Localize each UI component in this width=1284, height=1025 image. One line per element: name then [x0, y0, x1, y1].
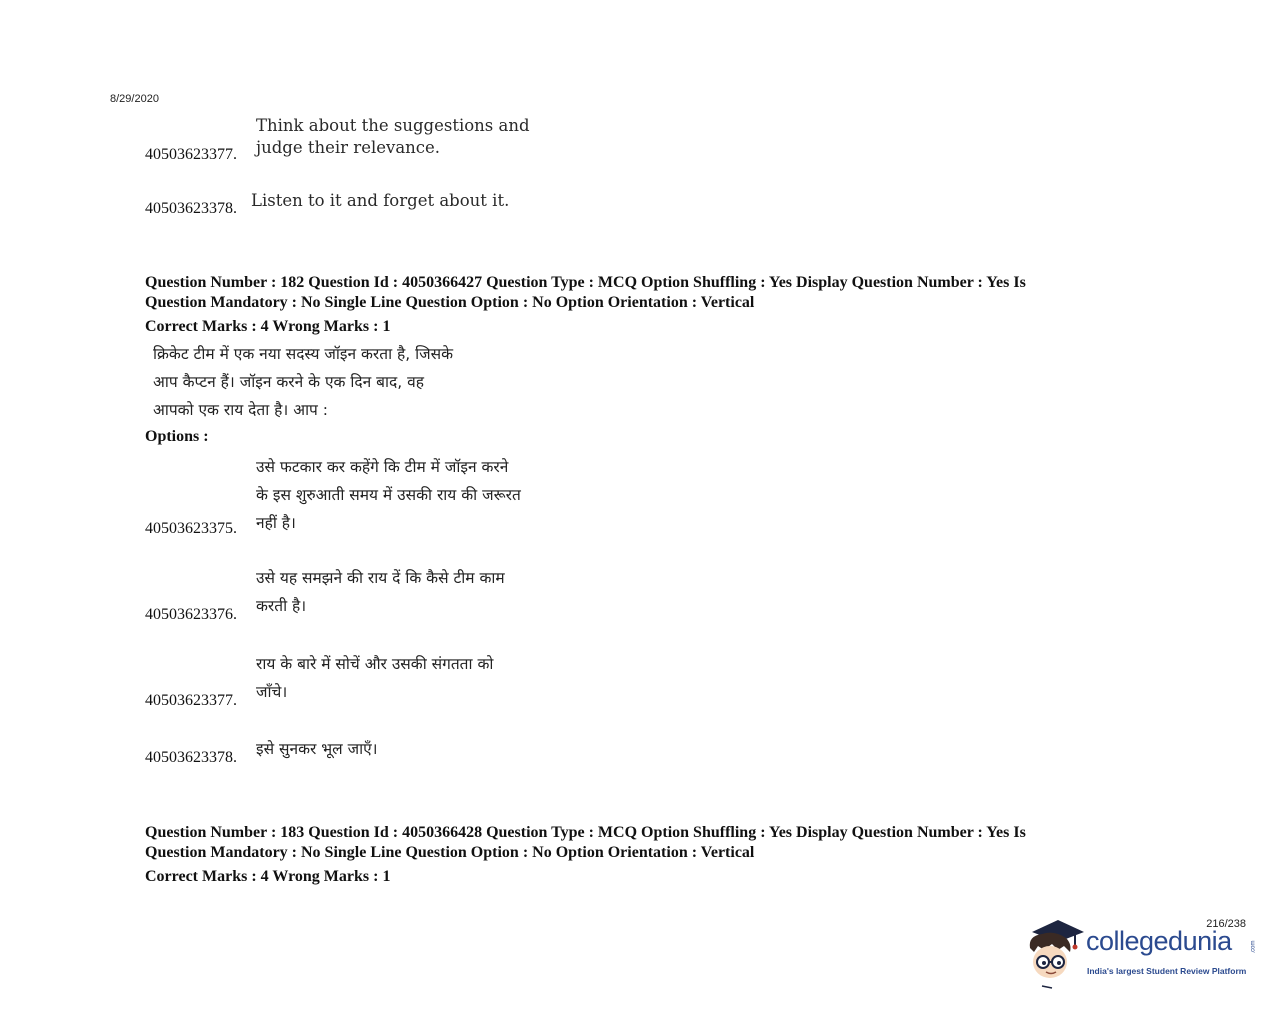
option-text: [256, 650, 493, 706]
option-id: 40503623377.: [145, 146, 237, 163]
question-meta-line: Question Mandatory : No Single Line Question Option : No Option Orientation : Vertical: [145, 294, 755, 311]
option-id: 40503623376.: [145, 606, 237, 623]
option-text: [256, 453, 521, 537]
options-label: Options :: [145, 428, 209, 445]
question-line: आपको एक राय देता है। आप :: [153, 401, 328, 419]
question-text: [153, 340, 453, 424]
option-text: [256, 115, 530, 159]
option-line: जाँचे।: [256, 683, 288, 701]
print-date: 8/29/2020: [110, 93, 159, 105]
option-id: 40503623377.: [145, 692, 237, 709]
option-line: करती है।: [256, 597, 307, 615]
option-line: Think about the suggestions and: [256, 116, 530, 135]
collegedunia-logo: [1024, 918, 1264, 990]
question-meta: [145, 273, 1125, 313]
option-line: Listen to it and forget about it.: [251, 191, 510, 210]
option-line: इसे सुनकर भूल जाएँ।: [256, 740, 378, 758]
question-line: क्रिकेट टीम में एक नया सदस्य जॉइन करता है, जिसके: [153, 345, 454, 363]
option-line: judge their relevance.: [256, 138, 441, 157]
question-meta-line: Question Mandatory : No Single Line Question Option : No Option Orientation : Vertical: [145, 844, 755, 861]
logo-wordmark: collegedunia: [1086, 926, 1232, 956]
option-text: [256, 735, 378, 763]
page-number: 216/238: [1206, 918, 1246, 930]
option-id: 40503623378.: [145, 200, 237, 217]
question-meta: [145, 823, 1125, 863]
logo-suffix: .com: [1250, 940, 1257, 954]
option-id: 40503623375.: [145, 520, 237, 537]
option-line: उसे फटकार कर कहेंगे कि टीम में जॉइन करने: [256, 458, 509, 476]
question-meta-line: Question Number : 182 Question Id : 4050366427 Question Type : MCQ Option Shuffling : Yes Display Question Number : Yes Is: [145, 274, 1026, 291]
logo-tagline: India's largest Student Review Platform: [1087, 966, 1247, 976]
mascot-icon: [1024, 918, 1086, 990]
option-line: के इस शुरुआती समय में उसकी राय की जरूरत: [256, 486, 521, 504]
option-line: नहीं है।: [256, 514, 296, 532]
question-marks: Correct Marks : 4 Wrong Marks : 1: [145, 318, 391, 335]
option-id: 40503623378.: [145, 749, 237, 766]
question-meta-line: Question Number : 183 Question Id : 4050366428 Question Type : MCQ Option Shuffling : Yes Display Question Number : Yes Is: [145, 824, 1026, 841]
option-line: उसे यह समझने की राय दें कि कैसे टीम काम: [256, 569, 505, 587]
option-text: [256, 564, 505, 620]
option-line: राय के बारे में सोचें और उसकी संगतता को: [256, 655, 494, 673]
question-marks: Correct Marks : 4 Wrong Marks : 1: [145, 868, 391, 885]
question-line: आप कैप्टन हैं। जॉइन करने के एक दिन बाद, वह: [153, 373, 424, 391]
option-text: [251, 190, 509, 212]
